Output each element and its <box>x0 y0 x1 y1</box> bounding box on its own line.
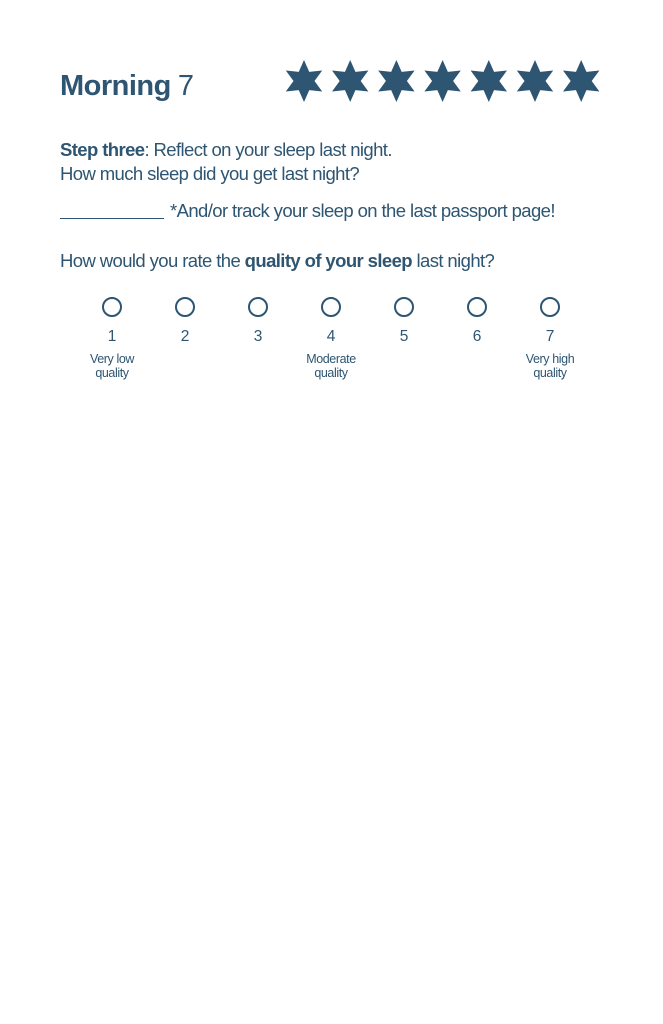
step-text: : Reflect on your sleep last night. <box>144 139 392 160</box>
quality-question <box>60 250 494 272</box>
rating-option-1[interactable] <box>72 294 152 346</box>
title-morning: Morning <box>60 70 171 102</box>
step-heading <box>60 139 392 161</box>
rating-option-2[interactable] <box>145 294 225 346</box>
anchor-mid-line2: quality <box>314 366 348 380</box>
rating-option-4[interactable] <box>291 294 371 346</box>
star-icon <box>563 60 599 102</box>
anchor-mid <box>286 352 376 380</box>
rating-label: 4 <box>326 328 336 345</box>
rating-option-3[interactable] <box>218 294 298 346</box>
rating-label: 3 <box>253 328 263 345</box>
radio-circle-icon[interactable] <box>394 297 414 317</box>
radio-circle-icon[interactable] <box>467 297 487 317</box>
star-icon <box>424 60 460 102</box>
quality-question-bold: quality of your sleep <box>244 250 412 271</box>
star-row <box>282 60 606 102</box>
track-note: *And/or track your sleep on the last passport page! <box>170 200 555 221</box>
anchor-high-line1: Very high <box>525 352 575 366</box>
quality-rating-scale <box>60 294 620 394</box>
rating-label: 5 <box>399 328 409 345</box>
rating-option-6[interactable] <box>437 294 517 346</box>
radio-circle-icon[interactable] <box>321 297 341 317</box>
sleep-amount-blank[interactable] <box>60 200 164 219</box>
anchor-mid-line1: Moderate <box>306 352 356 366</box>
anchor-low-line2: quality <box>95 366 129 380</box>
anchor-high-line2: quality <box>533 366 567 380</box>
step-label: Step three <box>60 139 145 160</box>
star-icon <box>286 60 322 102</box>
rating-option-7[interactable] <box>510 294 590 346</box>
radio-circle-icon[interactable] <box>248 297 268 317</box>
radio-circle-icon[interactable] <box>102 297 122 317</box>
sleep-amount-question: How much sleep did you get last night? <box>60 163 360 184</box>
title-day-number: 7 <box>177 70 194 102</box>
sleep-amount-row <box>60 200 555 222</box>
rating-label: 2 <box>180 328 190 345</box>
page-title <box>60 70 194 103</box>
anchor-low <box>67 352 157 380</box>
stars-graphic <box>282 60 606 102</box>
radio-circle-icon[interactable] <box>540 297 560 317</box>
rating-label: 6 <box>472 328 482 345</box>
star-icon <box>332 60 368 102</box>
star-icon <box>471 60 507 102</box>
anchor-low-line1: Very low <box>89 352 135 366</box>
rating-label: 7 <box>545 328 555 345</box>
rating-label: 1 <box>107 328 117 345</box>
star-icon <box>517 60 553 102</box>
quality-question-prefix: How would you rate the <box>60 250 245 271</box>
quality-question-suffix: last night? <box>411 250 495 271</box>
radio-circle-icon[interactable] <box>175 297 195 317</box>
anchor-high <box>505 352 595 380</box>
star-icon <box>378 60 414 102</box>
rating-option-5[interactable] <box>364 294 444 346</box>
